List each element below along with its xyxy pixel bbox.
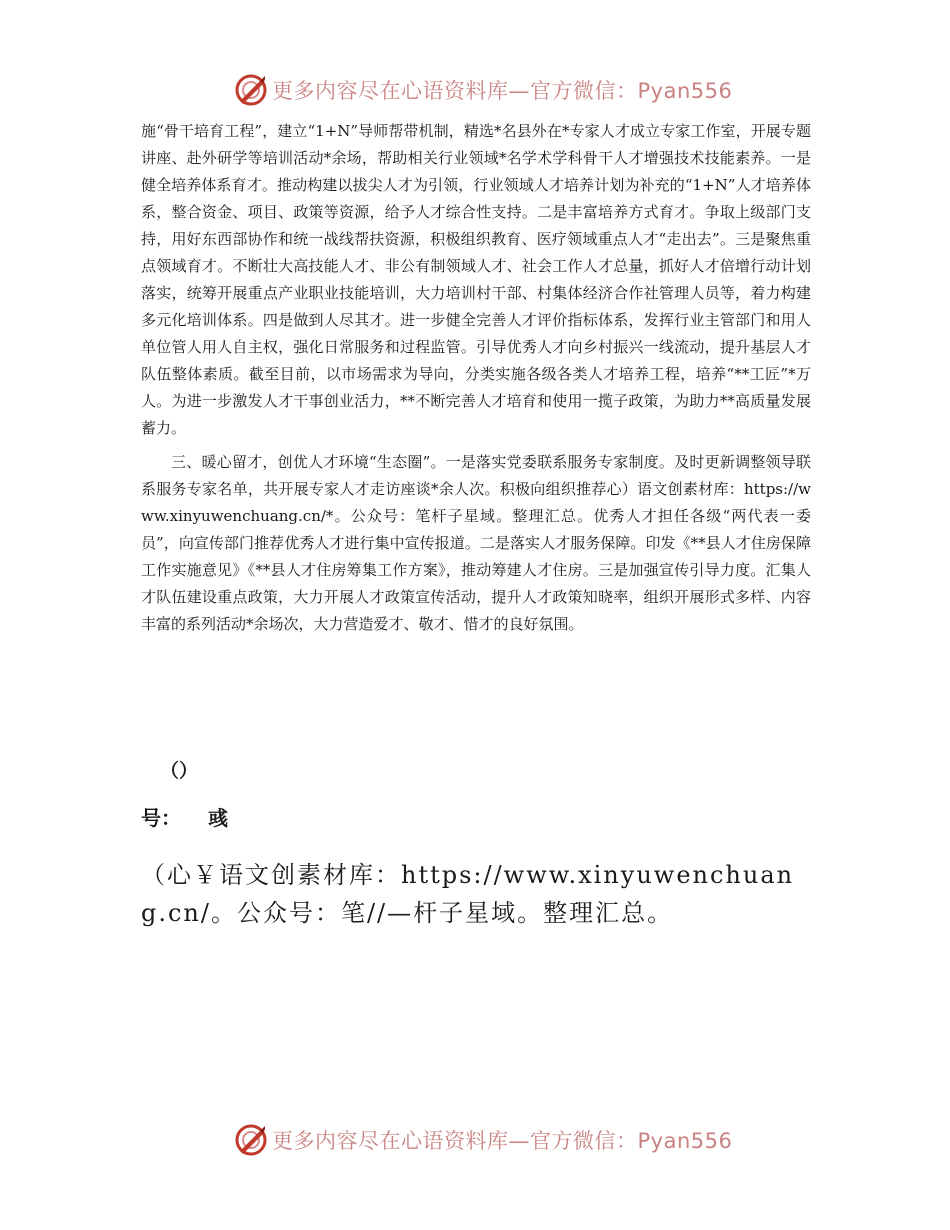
banner-text: 更多内容尽在心语资料库—官方微信：Pyan556 xyxy=(272,79,733,103)
logo-icon xyxy=(234,1123,268,1157)
logo-icon xyxy=(234,73,268,107)
footer-watermark-banner xyxy=(0,1120,950,1160)
header-watermark-banner xyxy=(0,70,950,110)
body-paragraph-2: 三、暖心留才，创优人才环境“生态圈”。一是落实党委联系服务专家制度。及时更新调整领导联系服务专家名单，共开展专家人才走访座谈*余人次。积极向组织推荐心）语文创素材库：https://www.xinyuwenchuang.cn/*。公众号：笔杆子星域。整理汇总。优秀人才担任各级“两代表一委员”，向宣传部门推荐优秀人才进行集中宣传报道。二是落实人才服务保障。印发《**县人才住房保障工作实施意见》《**县人才住房筹集工作方案》，推动筹建人才住房。三是加强宣传引导力度。汇集人才队伍建设重点政策，大力开展人才政策宣传活动，提升人才政策知晓率，组织开展形式多样、内容丰富的系列活动*余场次，大力营造爱才、敬才、惜才的良好氛围。 xyxy=(141,453,811,633)
body-paragraph-1: 施“骨干培育工程”，建立“1+N”导师帮带机制，精选*名县外在*专家人才成立专家工作室，开展专题讲座、赴外研学等培训活动*余场，帮助相关行业领域*名学术学科骨干人才增强技术技能素养。一是健全培养体系育才。推动构建以拔尖人才为引领，行业领域人才培养计划为补充的“1+N”人才培养体系，整合资金、项目、政策等资源，给予人才综合性支持。二是丰富培养方式育才。争取上级部门支持，用好东西部协作和统一战线帮扶资源，积极组织教育、医疗领域重点人才“走出去”。三是聚焦重点领域育才。不断壮大高技能人才、非公有制领域人才、社会工作人才总量，抓好人才倍增行动计划落实，统筹开展重点产业职业技能培训，大力培训村干部、村集体经济合作社管理人员等，着力构建多元化培训体系。四是做到人尽其才。进一步健全完善人才评价指标体系，发挥行业主管部门和用人单位管人用人自主权，强化日常服务和过程监管。引导优秀人才向乡村振兴一线流动，提升基层人才队伍整体素质。截至目前，以市场需求为导向，分类实施各级各类人才培养工程，培养“**工匠”*万人。为进一步激发人才干事创业活力，**不断完善人才培育和使用一揽子政策，为助力**高质量发展蓄力。 xyxy=(141,122,811,437)
hao-line: 号： 彧 xyxy=(141,806,228,830)
paren-line: （） xyxy=(160,760,199,782)
banner-text: 更多内容尽在心语资料库—官方微信：Pyan556 xyxy=(272,1129,733,1153)
document-body xyxy=(141,118,811,638)
large-text-block: （心￥语文创素材库：https://www.xinyuwenchuang.cn/。公众号：笔//—杆子星域。整理汇总。 xyxy=(141,861,795,927)
